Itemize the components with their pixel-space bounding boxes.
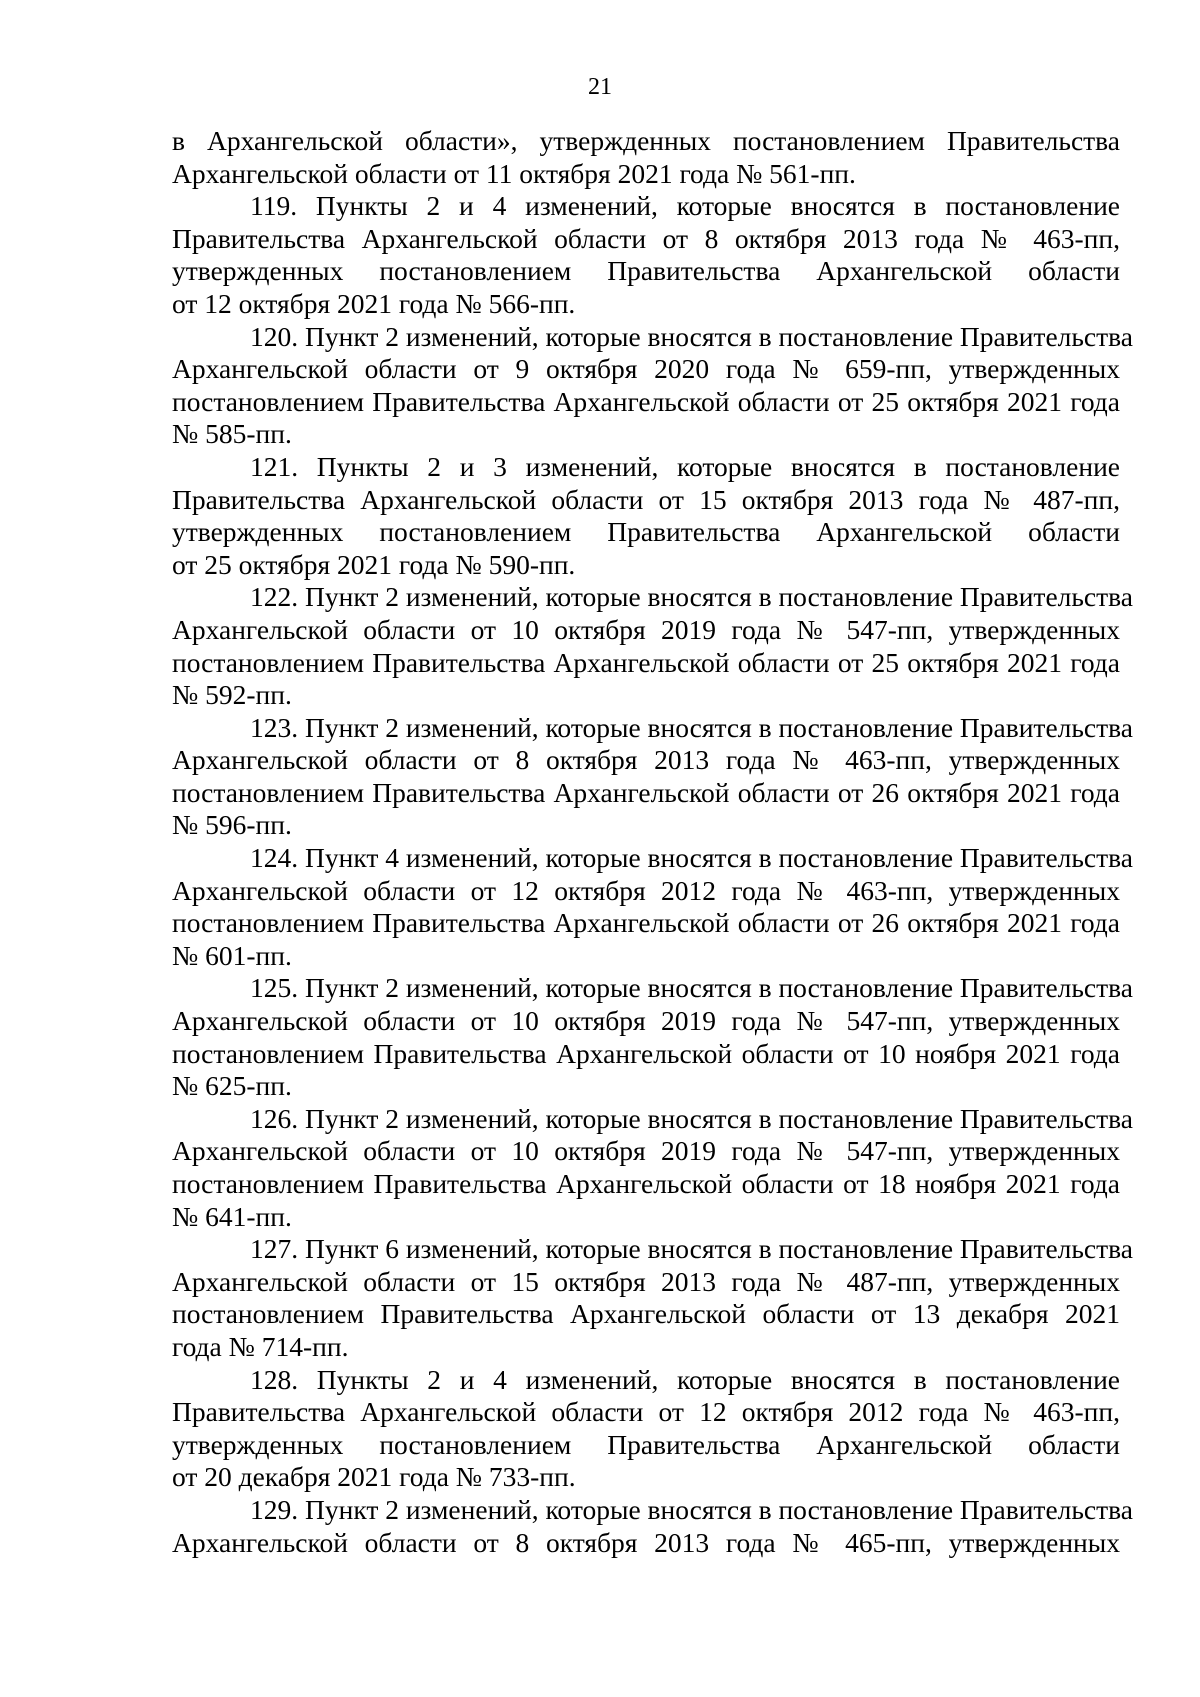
paragraph-line: утвержденных постановлением Правительства Архангельской области <box>172 516 1120 548</box>
paragraph <box>172 190 1120 320</box>
paragraph-line: постановлением Правительства Архангельской области от 10 ноября 2021 года <box>172 1037 1120 1069</box>
paragraph-line: 125. Пункт 2 изменений, которые вносятся в постановление Правительства <box>250 972 1133 1004</box>
paragraph-line: № 625-пп. <box>172 1070 292 1102</box>
paragraph-line: постановлением Правительства Архангельской области от 26 октября 2021 года <box>172 907 1120 939</box>
paragraph-line: Архангельской области от 8 октября 2013 года № 463-пп, утвержденных <box>172 744 1120 776</box>
paragraph-line: 120. Пункт 2 изменений, которые вносятся в постановление Правительства <box>250 320 1133 352</box>
paragraph-line: утвержденных постановлением Правительства Архангельской области <box>172 1428 1120 1460</box>
paragraph-line: постановлением Правительства Архангельской области от 18 ноября 2021 года <box>172 1168 1120 1199</box>
paragraph-line: № 641-пп. <box>172 1200 292 1232</box>
paragraph <box>172 972 1133 1102</box>
paragraph-line: 126. Пункт 2 изменений, которые вносятся в постановление Правительства <box>250 1102 1133 1134</box>
paragraph-line: постановлением Правительства Архангельской области от 25 октября 2021 года <box>172 385 1120 417</box>
paragraph-line: Архангельской области от 8 октября 2013 года № 465-пп, утвержденных <box>172 1526 1120 1558</box>
paragraph-line: Архангельской области от 12 октября 2012 года № 463-пп, утвержденных <box>172 874 1120 906</box>
paragraph-line: № 585-пп. <box>172 418 292 450</box>
paragraph <box>172 1364 1120 1494</box>
paragraph-line: года № 714-пп. <box>172 1330 349 1362</box>
paragraph-line: постановлением Правительства Архангельской области от 13 декабря 2021 <box>172 1298 1120 1330</box>
paragraph-line: Правительства Архангельской области от 8 октября 2013 года № 463-пп, <box>172 222 1120 254</box>
paragraph-line: 129. Пункт 2 изменений, которые вносятся в постановление Правительства <box>250 1493 1133 1525</box>
paragraph-line: 122. Пункт 2 изменений, которые вносятся в постановление Правительства <box>250 581 1133 613</box>
paragraph <box>172 320 1133 451</box>
paragraph <box>172 581 1133 711</box>
paragraph-line: постановлением Правительства Архангельской области от 26 октября 2021 года <box>172 776 1120 808</box>
paragraph-line: № 596-пп. <box>172 809 292 841</box>
paragraph-line: от 25 октября 2021 года № 590-пп. <box>172 548 576 580</box>
paragraph-line: Правительства Архангельской области от 15 октября 2013 года № 487-пп, <box>172 483 1120 515</box>
paragraph-line: 128. Пункты 2 и 4 изменений, которые вносятся в постановление <box>250 1363 1120 1395</box>
page-number: 21 <box>588 74 612 100</box>
paragraph-line: Правительства Архангельской области от 12 октября 2012 года № 463-пп, <box>172 1396 1120 1428</box>
paragraph <box>172 1493 1133 1559</box>
paragraph-line: Архангельской области от 10 октября 2019 года № 547-пп, утвержденных <box>172 613 1120 645</box>
paragraph-line: Архангельской области от 10 октября 2019 года № 547-пп, утвержденных <box>172 1005 1120 1037</box>
paragraph-line: в Архангельской области», утвержденных постановлением Правительства <box>172 125 1120 156</box>
paragraph-line: 119. Пункты 2 и 4 изменений, которые вносятся в постановление <box>250 190 1120 222</box>
paragraph <box>172 1233 1133 1363</box>
document-body <box>172 125 1133 1559</box>
paragraph-line: 127. Пункт 6 изменений, которые вносятся в постановление Правительства <box>250 1233 1133 1265</box>
paragraph-line: утвержденных постановлением Правительства Архангельской области <box>172 255 1120 287</box>
paragraph-line: постановлением Правительства Архангельской области от 25 октября 2021 года <box>172 646 1120 678</box>
paragraph-line: Архангельской области от 15 октября 2013 года № 487-пп, утвержденных <box>172 1265 1120 1297</box>
paragraph <box>172 125 1120 190</box>
paragraph-line: 121. Пункты 2 и 3 изменений, которые вносятся в постановление <box>250 450 1120 482</box>
paragraph-line: Архангельской области от 9 октября 2020 года № 659-пп, утвержденных <box>172 353 1120 385</box>
paragraph <box>172 711 1133 842</box>
paragraph-line: от 12 октября 2021 года № 566-пп. <box>172 287 576 319</box>
paragraph-line: Архангельской области от 10 октября 2019 года № 547-пп, утвержденных <box>172 1135 1120 1167</box>
paragraph <box>172 451 1120 581</box>
paragraph <box>172 842 1133 972</box>
paragraph-line: Архангельской области от 11 октября 2021 года № 561-пп. <box>172 157 856 189</box>
paragraph-line: от 20 декабря 2021 года № 733-пп. <box>172 1461 576 1493</box>
paragraph <box>172 1102 1133 1233</box>
paragraph-line: № 592-пп. <box>172 679 292 711</box>
paragraph-line: 123. Пункт 2 изменений, которые вносятся в постановление Правительства <box>250 711 1133 743</box>
paragraph-line: № 601-пп. <box>172 939 292 971</box>
paragraph-line: 124. Пункт 4 изменений, которые вносятся в постановление Правительства <box>250 842 1133 874</box>
